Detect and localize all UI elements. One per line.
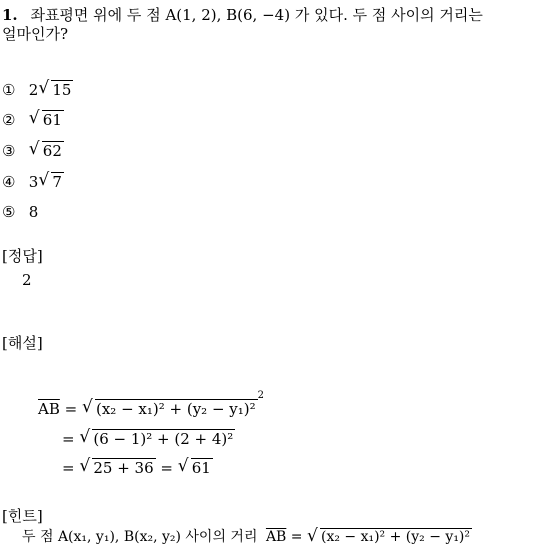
square-root: √ (x₂ − x₁)² + (y₂ − y₁)² [82,400,258,418]
answer-value: 2 [22,271,32,289]
exponent: 2 [257,390,265,401]
choice-coefficient: 2 [28,81,39,99]
choice-2[interactable] [2,111,64,129]
hint-label: [힌트] [2,507,43,525]
choice-marker: ① [2,81,16,99]
choice-marker: ④ [2,173,16,191]
choice-marker: ② [2,111,16,129]
square-root: √ 25 + 36 [79,459,155,477]
square-root: √ 61 [29,111,64,129]
square-root: √ 15 [38,81,73,99]
choice-5[interactable] [2,203,38,221]
solution-line-3: = √ 25 + 36 = √ 61 [62,459,213,477]
hint-text: 두 점 A(x₁, y₁), B(x₂, y₂) 사이의 거리 $\overline{AB}$ = √ (x₂ − x₁)² + (y₂ − y₁)² [22,526,472,546]
answer-label: [정답] [2,247,43,265]
square-root: √ 61 [178,459,213,477]
hint-prefix: 두 점 A(x₁, y₁), B(x₂, y₂) 사이의 거리 [22,529,258,545]
choice-coefficient: 3 [28,173,39,191]
square-root: √ 7 [38,173,64,191]
solution-line-2: = √ (6 − 1)² + (2 + 4)² [62,430,235,448]
question-text-line2: 얼마인가? [2,25,69,43]
choice-value: 8 [28,203,39,221]
square-root: √ (x₂ − x₁)² + (y₂ − y₁)² [307,529,472,545]
segment-ab: $\overline{AB}$ [265,529,287,545]
solution-line-1: $\overline{AB}$ = √ (x₂ − x₁)² + (y₂ − y₁)²$^2$ [38,400,264,418]
choice-4[interactable] [2,173,64,191]
question-number: 1. [2,6,18,24]
square-root: √ (6 − 1)² + (2 + 4)² [79,430,235,448]
square-root: √ 62 [29,142,64,160]
choice-3[interactable] [2,142,64,160]
question-text-line1: 좌표평면 위에 두 점 A(1, 2), B(6, −4) 가 있다. 두 점 사이의 거리는 [30,6,483,24]
solution-label: [해설] [2,334,43,352]
choice-1[interactable] [2,81,73,99]
choice-marker: ③ [2,142,16,160]
segment-ab: $\overline{AB}$ [38,400,60,418]
choice-marker: ⑤ [2,203,16,221]
question [2,4,483,25]
